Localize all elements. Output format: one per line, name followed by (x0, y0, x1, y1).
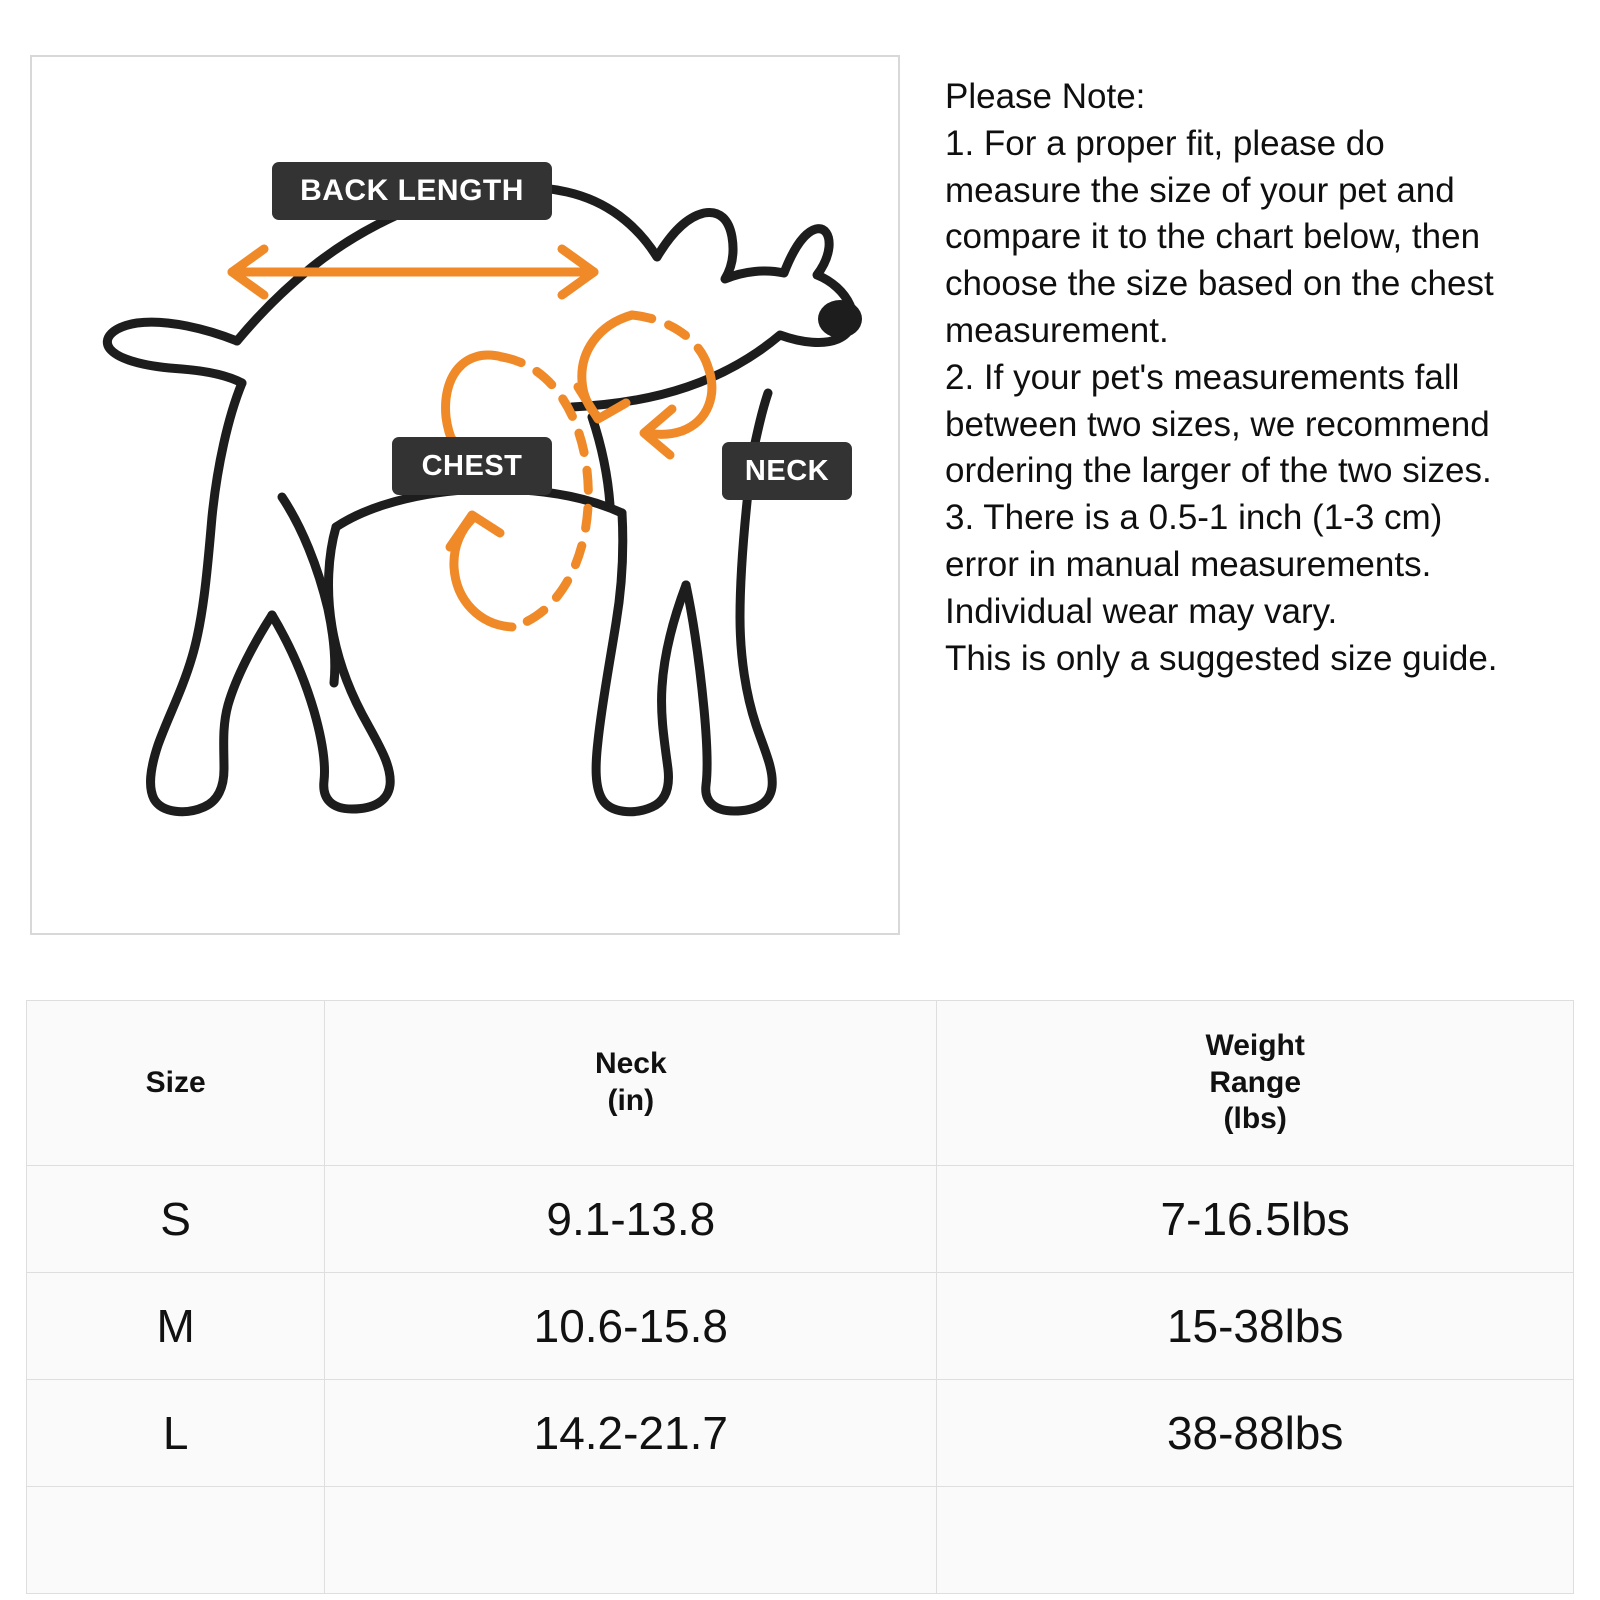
size-chart-table-wrapper (26, 1000, 1574, 1594)
notes-line: measurement. (945, 310, 1169, 350)
notes-line: Individual wear may vary. (945, 591, 1338, 631)
table-row (27, 1166, 1574, 1273)
dog-measurement-diagram (30, 55, 900, 935)
header-size-label: Size (145, 1065, 206, 1099)
notes-line: ordering the larger of the two sizes. (945, 451, 1492, 491)
notes-line: choose the size based on the chest (945, 264, 1494, 304)
header-weight-unit: (lbs) (1223, 1102, 1287, 1136)
cell-size: S (27, 1166, 325, 1273)
table-header-row (27, 1001, 1574, 1166)
header-neck-unit: (in) (607, 1084, 655, 1117)
cell-neck: 14.2-21.7 (325, 1380, 937, 1487)
table-body (27, 1166, 1574, 1594)
label-back-length: BACK LENGTH (272, 162, 552, 220)
cell-neck: 10.6-15.8 (325, 1273, 937, 1380)
notes-line: 1. For a proper fit, please do (945, 123, 1385, 163)
cell-neck: 9.1-13.8 (325, 1166, 937, 1273)
table-row (27, 1380, 1574, 1487)
cell-weight: 7-16.5lbs (937, 1166, 1574, 1273)
label-chest: CHEST (392, 437, 552, 495)
cell-size (27, 1487, 325, 1594)
cell-weight: 38-88lbs (937, 1380, 1574, 1487)
cell-neck (325, 1487, 937, 1594)
column-header-neck (325, 1001, 937, 1166)
notes-heading: Please Note: (945, 77, 1146, 116)
notes-line: measure the size of your pet and (945, 170, 1455, 210)
please-note-section (900, 55, 1570, 683)
header-weight-label: Weight (1205, 1029, 1305, 1063)
size-chart-table (26, 1000, 1574, 1594)
notes-line: 3. There is a 0.5-1 inch (1-3 cm) (945, 498, 1443, 538)
notes-line: error in manual measurements. (945, 544, 1432, 584)
notes-line: compare it to the chart below, then (945, 217, 1481, 257)
table-row (27, 1487, 1574, 1594)
label-neck: NECK (722, 442, 852, 500)
table-row (27, 1273, 1574, 1380)
header-weight-label2: Range (1209, 1065, 1301, 1099)
notes-line: This is only a suggested size guide. (945, 638, 1498, 678)
notes-line: 2. If your pet's measurements fall (945, 357, 1460, 397)
cell-weight: 15-38lbs (937, 1273, 1574, 1380)
cell-size: M (27, 1273, 325, 1380)
cell-weight (937, 1487, 1574, 1594)
table-head (27, 1001, 1574, 1166)
column-header-size (27, 1001, 325, 1166)
header-neck-label: Neck (594, 1047, 667, 1081)
cell-size: L (27, 1380, 325, 1487)
column-header-weight (937, 1001, 1574, 1166)
notes-line: between two sizes, we recommend (945, 404, 1490, 444)
dog-nose (818, 300, 862, 338)
